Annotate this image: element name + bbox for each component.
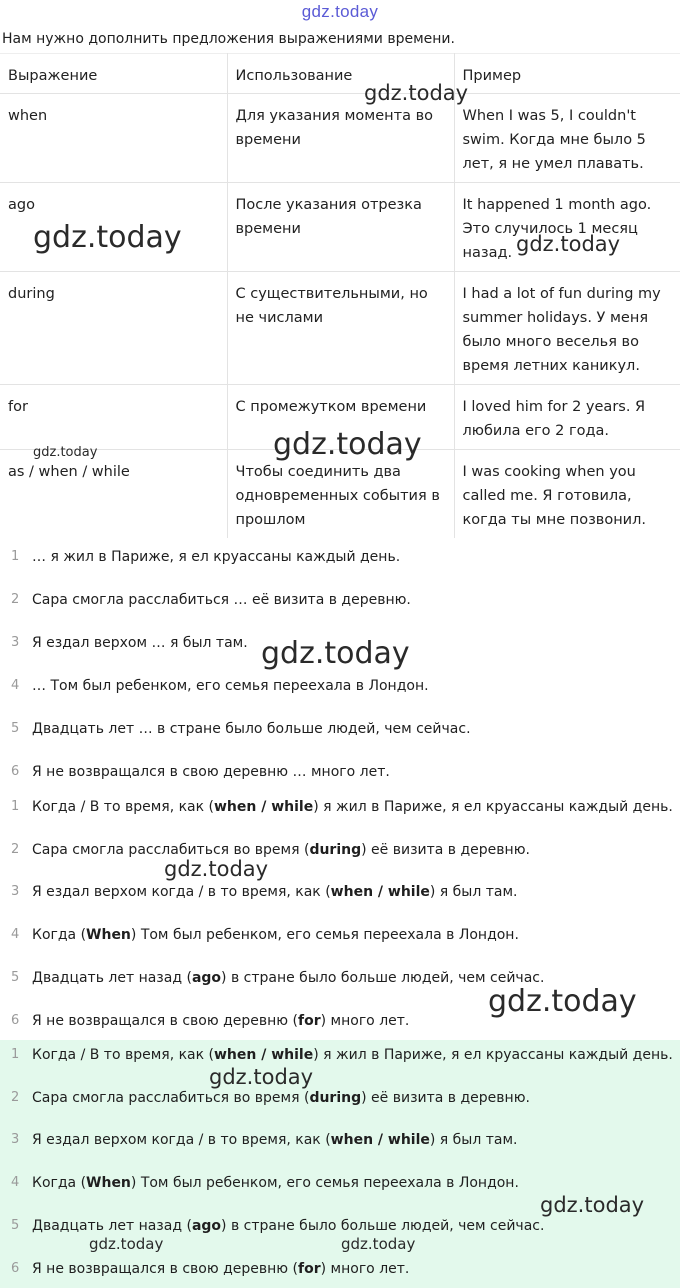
answer-key: when / while [330,1132,430,1148]
table-cell: I was cooking when you called me. Я готовила, когда ты мне позвонил. [454,450,680,538]
table-cell: I had a lot of fun during my summer holidays. У меня было много веселья во время летних каникул. [454,272,680,385]
list-item [0,546,680,568]
item-text: Сара смогла расслабиться во время (during) её визита в деревню. [32,842,530,858]
item-text: Двадцать лет … в стране было больше людей, чем сейчас. [32,721,471,737]
watermark: gdz.today [89,1235,164,1253]
table-cell: It happened 1 month ago. Это случилось 1 месяц назад. [454,183,680,272]
item-number: 4 [11,1175,20,1190]
list-item [0,589,680,611]
highlighted-answer-list [0,1040,680,1288]
header-cell: Пример [454,54,680,94]
answer-key: ago [191,1218,222,1234]
watermark: gdz.today [33,220,182,255]
header-cell: Выражение [0,54,227,94]
list-item [0,967,680,989]
item-number: 4 [11,678,20,693]
item-number: 1 [11,1047,20,1062]
item-text: Двадцать лет назад (ago) в стране было больше людей, чем сейчас. [32,1218,545,1234]
watermark: gdz.today [341,1235,416,1253]
table-row [0,450,680,538]
item-text: Я ездал верхом когда / в то время, как (when / while) я был там. [32,884,518,900]
table-row [0,183,680,272]
item-text: Сара смогла расслабиться … её визита в деревню. [32,592,411,608]
answer-list [0,792,680,1040]
intro-text: Нам нужно дополнить предложения выражениями времени. [2,31,455,47]
answer-key: when / while [214,1047,314,1063]
table-cell: for [0,385,227,450]
item-number: 1 [11,549,20,564]
watermark: gdz.today [273,427,422,462]
watermark: gdz.today [261,636,410,671]
list-item [0,1129,680,1151]
answer-key: when / while [214,799,314,815]
item-number: 6 [11,1261,20,1276]
answer-key: during [309,1090,362,1106]
item-text: Я ездал верхом … я был там. [32,635,248,651]
item-number: 5 [11,1218,20,1233]
list-item [0,718,680,740]
watermark: gdz.today [488,984,637,1019]
table-cell: Чтобы соединить два одновременных события в прошлом [227,450,454,538]
list-item [0,1087,680,1109]
item-number: 4 [11,927,20,942]
watermark: gdz.today [364,81,469,105]
time-expressions-table [0,53,680,538]
list-item [0,761,680,783]
item-number: 6 [11,1013,20,1028]
table-cell: when [0,94,227,183]
item-number: 1 [11,799,20,814]
table-row [0,272,680,385]
list-item [0,881,680,903]
table-cell: С промежутком времени [227,385,454,450]
item-text: Когда / В то время, как (when / while) я жил в Париже, я ел круассаны каждый день. [32,1047,673,1063]
item-text: Двадцать лет назад (ago) в стране было больше людей, чем сейчас. [32,970,545,986]
header-cell: Использование [227,54,454,94]
list-item [0,675,680,697]
list-item [0,1172,680,1194]
list-item [0,1010,680,1032]
list-item [0,1258,680,1280]
item-text: Я не возвращался в свою деревню (for) много лет. [32,1261,410,1277]
table-cell: Для указания момента во времени [227,94,454,183]
item-text: … я жил в Париже, я ел круассаны каждый день. [32,549,401,565]
answer-key: for [298,1261,321,1277]
item-number: 2 [11,1090,20,1105]
item-text: Я не возвращался в свою деревню … много лет. [32,764,390,780]
item-text: Я не возвращался в свою деревню (for) много лет. [32,1013,410,1029]
answer-key: when / while [330,884,430,900]
table-cell: После указания отрезка времени [227,183,454,272]
answer-key: during [309,842,362,858]
table-cell: С существительными, но не числами [227,272,454,385]
watermark: gdz.today [516,232,621,256]
table-row [0,385,680,450]
answer-key: When [86,927,131,943]
item-text: Когда (When) Том был ребенком, его семья переехала в Лондон. [32,1175,519,1191]
item-text: … Том был ребенком, его семья переехала в Лондон. [32,678,429,694]
watermark: gdz.today [540,1193,645,1217]
watermark: gdz.today [209,1065,314,1089]
table-cell: When I was 5, I couldn't swim. Когда мне было 5 лет, я не умел плавать. [454,94,680,183]
item-number: 3 [11,635,20,650]
table-cell: ago [0,183,227,272]
list-item [0,839,680,861]
site-logo: gdz.today [301,2,379,21]
table-cell: as / when / while [0,450,227,538]
item-number: 5 [11,970,20,985]
list-item [0,1215,680,1237]
item-number: 3 [11,1132,20,1147]
watermark: gdz.today [33,445,98,460]
list-item [0,924,680,946]
list-item [0,1044,680,1066]
answer-key: When [86,1175,131,1191]
item-number: 2 [11,592,20,607]
item-text: Я ездал верхом когда / в то время, как (when / while) я был там. [32,1132,518,1148]
table-row [0,94,680,183]
table-header-row [0,54,680,94]
list-item [0,796,680,818]
watermark: gdz.today [164,857,269,881]
item-text: Сара смогла расслабиться во время (during) её визита в деревню. [32,1090,530,1106]
table-cell: during [0,272,227,385]
item-text: Когда / В то время, как (when / while) я жил в Париже, я ел круассаны каждый день. [32,799,673,815]
table-cell: I loved him for 2 years. Я любила его 2 года. [454,385,680,450]
item-number: 3 [11,884,20,899]
exercise-list [0,538,680,794]
answer-key: for [298,1013,321,1029]
list-item [0,632,680,654]
item-text: Когда (When) Том был ребенком, его семья переехала в Лондон. [32,927,519,943]
item-number: 2 [11,842,20,857]
item-number: 5 [11,721,20,736]
item-number: 6 [11,764,20,779]
answer-key: ago [191,970,222,986]
